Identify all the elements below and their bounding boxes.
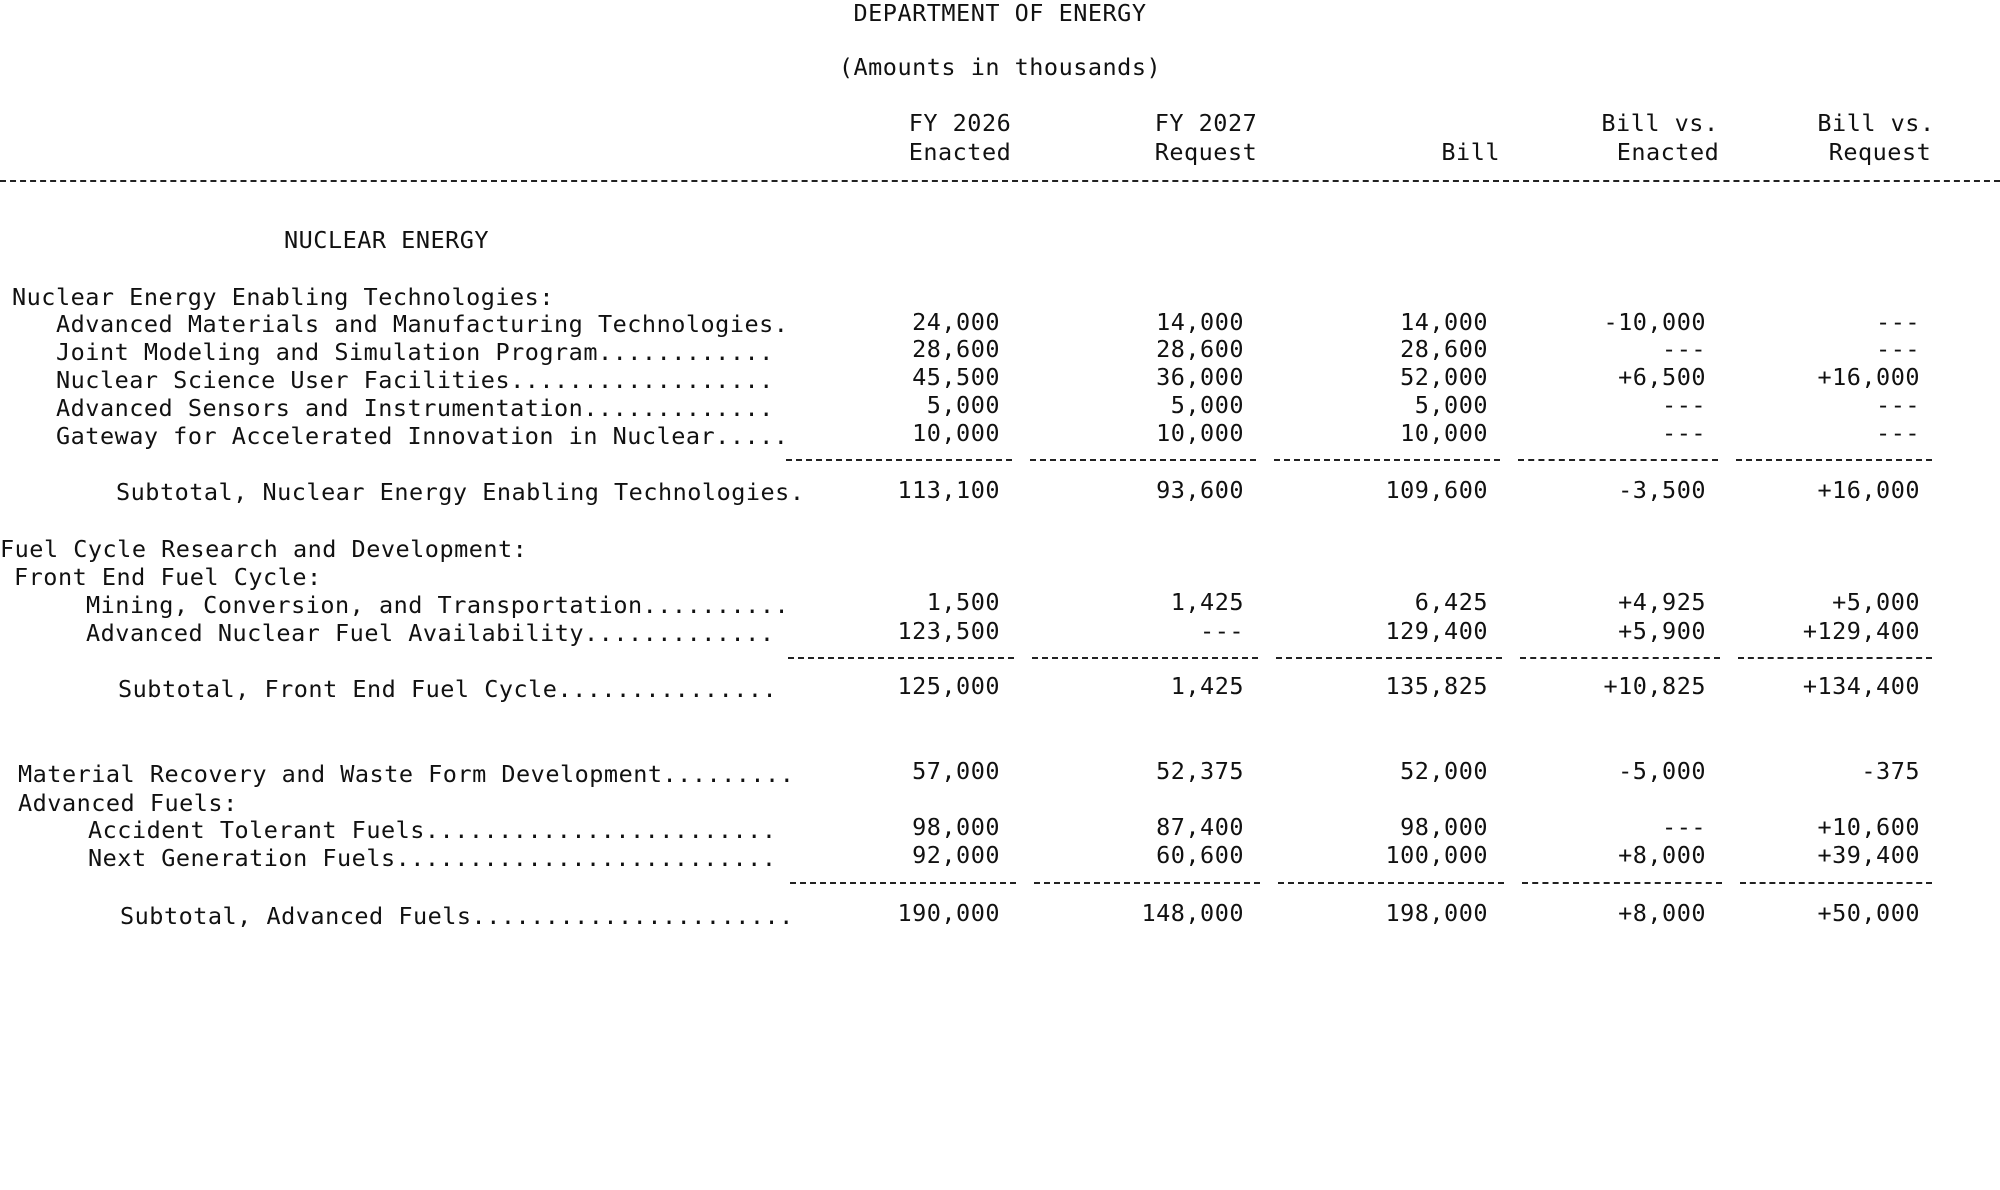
cell-vs-request: -375 <box>1861 757 1920 785</box>
row-label: Joint Modeling and Simulation Program............ <box>56 338 774 366</box>
cell-vs-request: +16,000 <box>1817 476 1920 504</box>
cell-fy2027: 10,000 <box>1156 419 1244 447</box>
cell-vs-enacted: +10,825 <box>1603 672 1706 700</box>
col-header-vs-request-line2: Request <box>1828 138 1932 166</box>
subtotal-label: Subtotal, Advanced Fuels...................... <box>120 902 794 930</box>
subtotal-rule <box>1032 657 1258 659</box>
group-heading-neet: Nuclear Energy Enabling Technologies: <box>12 283 554 311</box>
cell-fy2026: 28,600 <box>912 335 1000 363</box>
cell-fy2026: 5,000 <box>926 391 1000 419</box>
cell-vs-enacted: +8,000 <box>1618 899 1706 927</box>
subtotal-rule <box>786 459 1012 461</box>
cell-fy2027: 28,600 <box>1156 335 1244 363</box>
cell-fy2026: 123,500 <box>897 617 1000 645</box>
row-label: Next Generation Fuels.......................... <box>88 844 777 872</box>
cell-vs-enacted: -10,000 <box>1603 308 1706 336</box>
subtotal-rule <box>1740 882 1932 884</box>
subtotal-rule <box>1030 459 1256 461</box>
cell-bill: 129,400 <box>1385 617 1488 645</box>
cell-vs-enacted: --- <box>1662 391 1706 419</box>
cell-bill: 98,000 <box>1400 813 1488 841</box>
cell-vs-request: +10,600 <box>1817 813 1920 841</box>
subtotal-rule <box>1276 657 1502 659</box>
cell-vs-enacted: +6,500 <box>1618 363 1706 391</box>
cell-fy2026: 92,000 <box>912 841 1000 869</box>
col-header-vs-enacted-line1: Bill vs. <box>1601 109 1719 137</box>
cell-bill: 100,000 <box>1385 841 1488 869</box>
subtotal-rule <box>790 882 1016 884</box>
cell-fy2027: 93,600 <box>1156 476 1244 504</box>
cell-vs-request: --- <box>1876 419 1920 447</box>
cell-bill: 5,000 <box>1414 391 1488 419</box>
subtotal-rule <box>1736 459 1932 461</box>
col-header-fy2027-line2: Request <box>1154 138 1258 166</box>
cell-bill: 10,000 <box>1400 419 1488 447</box>
row-label: Advanced Sensors and Instrumentation............. <box>56 394 774 422</box>
col-header-bill: Bill <box>1441 138 1500 166</box>
cell-vs-enacted: -5,000 <box>1618 757 1706 785</box>
subtotal-rule <box>1738 657 1932 659</box>
row-label: Nuclear Science User Facilities.................. <box>56 366 774 394</box>
cell-bill: 6,425 <box>1414 588 1488 616</box>
cell-vs-enacted: --- <box>1662 419 1706 447</box>
cell-fy2027: 36,000 <box>1156 363 1244 391</box>
row-label: Advanced Nuclear Fuel Availability............. <box>86 619 775 647</box>
cell-fy2026: 45,500 <box>912 363 1000 391</box>
cell-vs-enacted: +5,900 <box>1618 617 1706 645</box>
header-rule <box>0 180 2000 182</box>
cell-bill: 135,825 <box>1385 672 1488 700</box>
cell-bill: 52,000 <box>1400 363 1488 391</box>
cell-fy2027: --- <box>1200 617 1244 645</box>
cell-fy2027: 60,600 <box>1156 841 1244 869</box>
section-title: NUCLEAR ENERGY <box>284 226 490 254</box>
cell-fy2027: 5,000 <box>1170 391 1244 419</box>
cell-fy2026: 190,000 <box>897 899 1000 927</box>
cell-fy2027: 1,425 <box>1170 672 1244 700</box>
col-header-vs-request-line1: Bill vs. <box>1817 109 1935 137</box>
cell-bill: 198,000 <box>1385 899 1488 927</box>
cell-fy2027: 52,375 <box>1156 757 1244 785</box>
cell-fy2026: 10,000 <box>912 419 1000 447</box>
cell-vs-enacted: +4,925 <box>1618 588 1706 616</box>
cell-fy2027: 87,400 <box>1156 813 1244 841</box>
col-header-vs-enacted-line2: Enacted <box>1616 138 1720 166</box>
cell-fy2026: 1,500 <box>926 588 1000 616</box>
subtotal-label: Subtotal, Front End Fuel Cycle............... <box>118 675 778 703</box>
cell-fy2027: 1,425 <box>1170 588 1244 616</box>
cell-vs-request: +16,000 <box>1817 363 1920 391</box>
document-title: DEPARTMENT OF ENERGY <box>853 0 1147 27</box>
row-label: Accident Tolerant Fuels........................ <box>88 816 777 844</box>
row-label: Mining, Conversion, and Transportation.......... <box>86 591 790 619</box>
cell-vs-enacted: +8,000 <box>1618 841 1706 869</box>
cell-vs-request: --- <box>1876 335 1920 363</box>
cell-vs-request: --- <box>1876 308 1920 336</box>
cell-vs-request: +5,000 <box>1832 588 1920 616</box>
subtotal-rule <box>1034 882 1260 884</box>
group-heading-front-end: Front End Fuel Cycle: <box>14 563 322 591</box>
cell-vs-enacted: --- <box>1662 335 1706 363</box>
cell-fy2026: 24,000 <box>912 308 1000 336</box>
group-heading-advanced-fuels: Advanced Fuels: <box>18 789 238 817</box>
subtotal-rule <box>788 657 1014 659</box>
row-label: Gateway for Accelerated Innovation in Nuclear..... <box>56 422 789 450</box>
cell-fy2026: 125,000 <box>897 672 1000 700</box>
cell-bill: 109,600 <box>1385 476 1488 504</box>
cell-vs-enacted: -3,500 <box>1618 476 1706 504</box>
cell-fy2027: 148,000 <box>1141 899 1244 927</box>
subtotal-label: Subtotal, Nuclear Energy Enabling Technologies. <box>116 478 805 506</box>
cell-fy2026: 113,100 <box>897 476 1000 504</box>
col-header-fy2026-line1: FY 2026 <box>908 109 1012 137</box>
cell-vs-enacted: --- <box>1662 813 1706 841</box>
cell-fy2026: 98,000 <box>912 813 1000 841</box>
cell-fy2026: 57,000 <box>912 757 1000 785</box>
cell-vs-request: +129,400 <box>1802 617 1920 645</box>
cell-vs-request: +39,400 <box>1817 841 1920 869</box>
subtotal-rule <box>1518 459 1718 461</box>
group-heading-fuel-cycle: Fuel Cycle Research and Development: <box>0 535 528 563</box>
document-subtitle: (Amounts in thousands) <box>838 53 1162 81</box>
subtotal-rule <box>1522 882 1722 884</box>
col-header-fy2027-line1: FY 2027 <box>1154 109 1258 137</box>
cell-bill: 52,000 <box>1400 757 1488 785</box>
cell-vs-request: +50,000 <box>1817 899 1920 927</box>
subtotal-rule <box>1274 459 1500 461</box>
cell-vs-request: +134,400 <box>1802 672 1920 700</box>
col-header-fy2026-line2: Enacted <box>908 138 1012 166</box>
row-label: Material Recovery and Waste Form Development......... <box>18 760 795 788</box>
subtotal-rule <box>1278 882 1504 884</box>
cell-vs-request: --- <box>1876 391 1920 419</box>
cell-bill: 28,600 <box>1400 335 1488 363</box>
subtotal-rule <box>1520 657 1720 659</box>
cell-fy2027: 14,000 <box>1156 308 1244 336</box>
cell-bill: 14,000 <box>1400 308 1488 336</box>
row-label: Advanced Materials and Manufacturing Technologies. <box>56 310 789 338</box>
